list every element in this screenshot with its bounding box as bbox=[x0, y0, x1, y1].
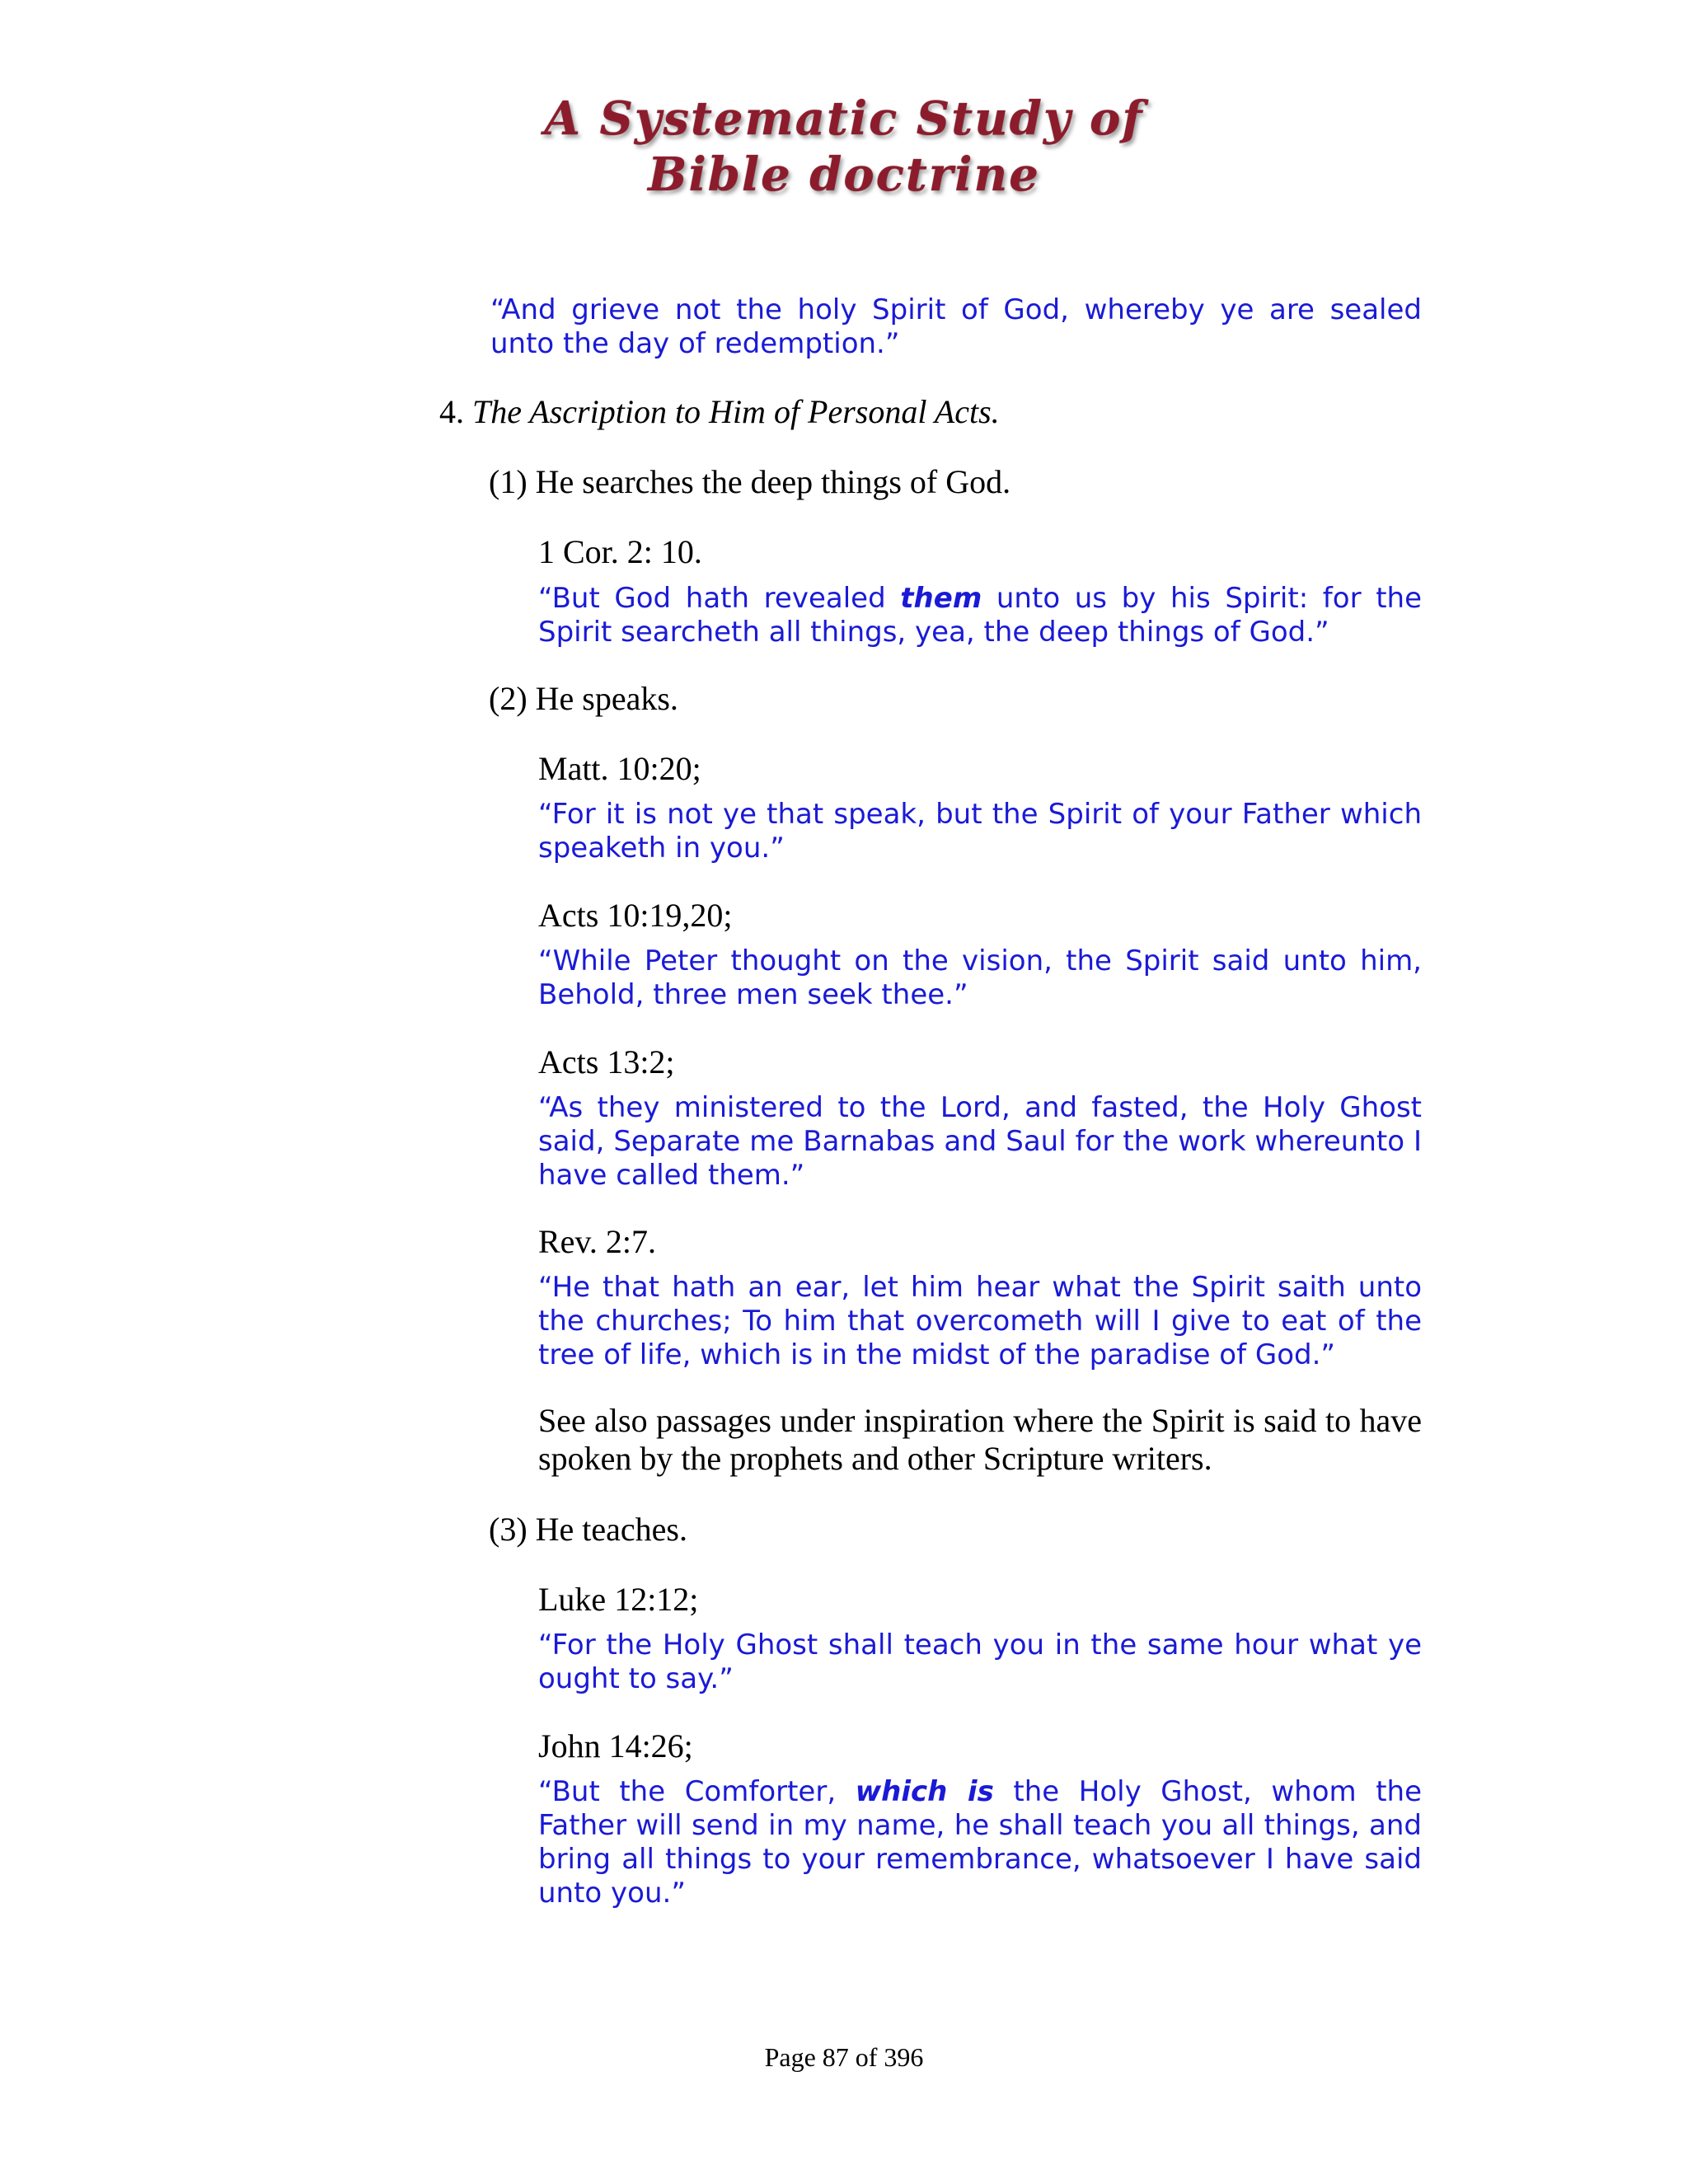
verse-luke: “For the Holy Ghost shall teach you in the same hour what ye ought to say.” bbox=[538, 1629, 1422, 1695]
reference-acts13: Acts 13:2; bbox=[538, 1043, 675, 1080]
section-heading-4 bbox=[439, 393, 1428, 431]
note-inspiration: See also passages under inspiration where the Spirit is said to have spoken by the prophets and other Scripture writers. bbox=[538, 1402, 1422, 1477]
verse-1cor-part2: unto us by his Spirit: for the Spirit searcheth all things, yea, the deep things of God.” bbox=[538, 582, 1422, 649]
subheading-teaches: (3) He teaches. bbox=[489, 1511, 687, 1548]
verse-acts13: “As they ministered to the Lord, and fasted, the Holy Ghost said, Separate me Barnabas and Saul for the work whereunto I have called them.” bbox=[538, 1091, 1422, 1192]
reference-rev: Rev. 2:7. bbox=[538, 1223, 656, 1260]
verse-1cor bbox=[538, 582, 1422, 649]
verse-john-emphasis: which is bbox=[855, 1775, 994, 1808]
verse-matt: “For it is not ye that speak, but the Spirit of your Father which speaketh in you.” bbox=[538, 798, 1422, 865]
subheading-searches: (1) He searches the deep things of God. bbox=[489, 463, 1011, 500]
section-title: The Ascription to Him of Personal Acts. bbox=[472, 393, 1000, 430]
reference-acts10: Acts 10:19,20; bbox=[538, 897, 733, 934]
reference-1cor: 1 Cor. 2: 10. bbox=[538, 533, 702, 570]
reference-matt: Matt. 10:20; bbox=[538, 750, 701, 787]
verse-john-part2: the Holy Ghost, whom the Father will send in my name, he shall teach you all things, and bring all things to your remembrance, whatsoever I have said unto you.” bbox=[538, 1775, 1422, 1910]
verse-ephesians: “And grieve not the holy Spirit of God, whereby ye are sealed unto the day of redemption.” bbox=[490, 293, 1422, 360]
reference-john: John 14:26; bbox=[538, 1727, 693, 1765]
verse-acts10: “While Peter thought on the vision, the Spirit said unto him, Behold, three men seek thee.” bbox=[538, 944, 1422, 1011]
subheading-speaks: (2) He speaks. bbox=[489, 680, 678, 717]
book-title-logo bbox=[0, 91, 1688, 203]
book-title-line2: Bible doctrine bbox=[648, 148, 1040, 202]
verse-john-part1: “But the Comforter, bbox=[538, 1775, 856, 1808]
verse-1cor-part1: “But God hath revealed bbox=[538, 582, 901, 615]
page-number: Page 87 of 396 bbox=[764, 2042, 924, 2072]
book-title-line1: A Systematic Study of bbox=[544, 91, 1144, 146]
section-number: 4. bbox=[439, 393, 472, 430]
verse-john bbox=[538, 1775, 1422, 1910]
verse-1cor-emphasis: them bbox=[900, 582, 982, 615]
reference-luke: Luke 12:12; bbox=[538, 1581, 699, 1618]
verse-rev: “He that hath an ear, let him hear what the Spirit saith unto the churches; To him that overcometh will I give to eat of the tree of life, which is in the midst of the paradise of God.” bbox=[538, 1271, 1422, 1371]
